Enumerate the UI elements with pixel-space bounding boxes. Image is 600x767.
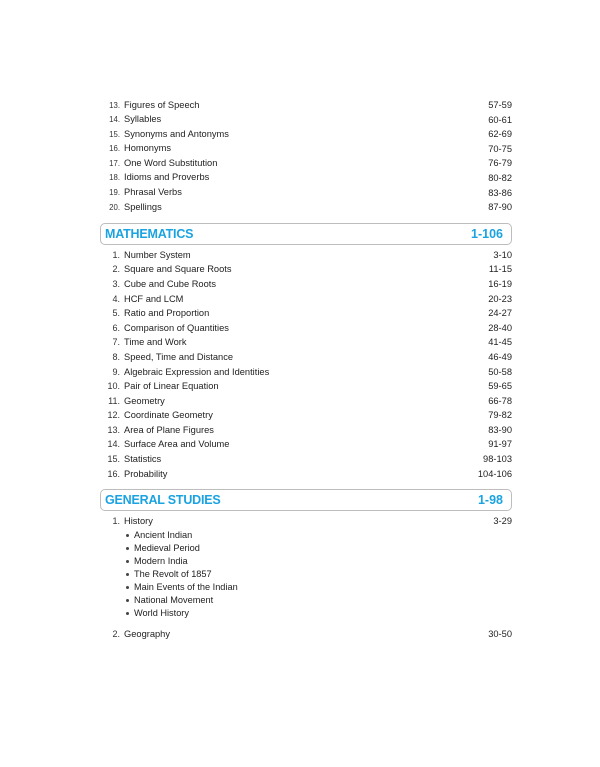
chapter-title: Coordinate Geometry [124, 410, 213, 421]
toc-row [100, 262, 512, 277]
chapter-pages: 76-79 [488, 158, 512, 169]
bullet-icon [126, 573, 129, 576]
toc-row [100, 113, 512, 128]
chapter-number: 10. [107, 381, 120, 392]
chapter-number: 17. [109, 158, 120, 168]
toc-row [100, 186, 512, 201]
section-title: GENERAL STUDIES [105, 493, 221, 508]
chapter-pages: 80-82 [488, 172, 512, 183]
subtopic-label: Main Events of the Indian [134, 581, 238, 592]
toc-row [100, 200, 512, 215]
chapter-number: 8. [112, 351, 120, 362]
toc-row [100, 171, 512, 186]
bullet-icon [126, 560, 129, 563]
chapter-number: 12. [107, 410, 120, 421]
table-of-contents [100, 98, 512, 641]
toc-row [100, 98, 512, 113]
chapter-pages: 3-29 [493, 516, 512, 527]
chapter-pages: 98-103 [483, 454, 512, 465]
toc-row [100, 277, 512, 292]
list-item [124, 529, 512, 542]
toc-row [100, 423, 512, 438]
chapter-number: 15. [109, 129, 120, 139]
toc-row [100, 365, 512, 380]
section-title: MATHEMATICS [105, 226, 194, 241]
chapter-number: 2. [112, 628, 120, 639]
history-subtopic-list [100, 529, 512, 620]
list-item [124, 581, 512, 594]
chapter-title: Statistics [124, 454, 162, 465]
chapter-number: 4. [112, 293, 120, 304]
chapter-number: 7. [112, 337, 120, 348]
chapter-title: Area of Plane Figures [124, 424, 214, 435]
chapter-pages: 91-97 [488, 439, 512, 450]
chapter-number: 1. [112, 516, 120, 527]
chapter-pages: 66-78 [488, 395, 512, 406]
chapter-number: 20. [109, 202, 120, 212]
subtopic-label: Medieval Period [134, 542, 200, 553]
chapter-title: One Word Substitution [124, 157, 218, 168]
subtopic-label: Modern India [134, 555, 188, 566]
chapter-pages: 11-15 [488, 264, 512, 275]
toc-row [100, 627, 512, 642]
chapter-number: 14. [107, 439, 120, 450]
chapter-number: 2. [112, 264, 120, 275]
chapter-number: 13. [109, 100, 120, 110]
chapter-pages: 79-82 [488, 410, 512, 421]
bullet-icon [126, 586, 129, 589]
chapter-title: Phrasal Verbs [124, 187, 182, 198]
chapter-title: Algebraic Expression and Identities [124, 366, 270, 377]
chapter-title: Comparison of Quantities [124, 322, 229, 333]
chapter-pages: 83-90 [488, 424, 512, 435]
chapter-title: Surface Area and Volume [124, 439, 230, 450]
list-item [124, 594, 512, 607]
chapter-title: Speed, Time and Distance [124, 351, 234, 362]
subtopic-label: World History [134, 607, 189, 618]
chapter-title: Ratio and Proportion [124, 308, 210, 319]
bullet-icon [126, 612, 129, 615]
chapter-pages: 46-49 [488, 351, 512, 362]
chapter-pages: 60-61 [488, 114, 512, 125]
bullet-icon [126, 547, 129, 550]
chapter-pages: 59-65 [488, 381, 512, 392]
chapter-title: Geometry [124, 395, 165, 406]
chapter-number: 5. [112, 308, 120, 319]
chapter-title: HCF and LCM [124, 293, 184, 304]
bullet-icon [126, 534, 129, 537]
english-chapter-list [100, 98, 512, 215]
chapter-pages: 3-10 [493, 249, 512, 260]
chapter-number: 15. [107, 454, 120, 465]
section-heading-mathematics [100, 223, 512, 245]
chapter-pages: 104-106 [477, 468, 512, 479]
list-item [124, 607, 512, 620]
chapter-title: History [124, 516, 153, 527]
toc-row [100, 379, 512, 394]
chapter-number: 1. [112, 249, 120, 260]
general-studies-chapter-list [100, 514, 512, 641]
mathematics-chapter-list [100, 248, 512, 482]
chapter-pages: 87-90 [488, 202, 512, 213]
chapter-number: 16. [109, 144, 120, 154]
chapter-number: 6. [112, 322, 120, 333]
toc-row [100, 292, 512, 307]
toc-row [100, 335, 512, 350]
chapter-title: Probability [124, 468, 168, 479]
chapter-title: Syllables [124, 114, 162, 125]
toc-row [100, 142, 512, 157]
list-item [124, 555, 512, 568]
chapter-number: 13. [107, 424, 120, 435]
chapter-pages: 28-40 [488, 322, 512, 333]
chapter-title: Figures of Speech [124, 99, 200, 110]
chapter-title: Synonyms and Antonyms [124, 128, 229, 139]
toc-row [100, 156, 512, 171]
chapter-number: 3. [112, 278, 120, 289]
chapter-number: 14. [109, 115, 120, 125]
chapter-pages: 16-19 [488, 278, 512, 289]
chapter-title: Cube and Cube Roots [124, 278, 216, 289]
toc-row [100, 394, 512, 409]
toc-row [100, 306, 512, 321]
toc-row [100, 514, 512, 529]
subtopic-label: National Movement [134, 594, 214, 605]
chapter-pages: 70-75 [488, 143, 512, 154]
chapter-number: 18. [109, 173, 120, 183]
chapter-title: Geography [124, 628, 170, 639]
chapter-number: 19. [109, 188, 120, 198]
chapter-pages: 57-59 [488, 100, 512, 110]
chapter-number: 11. [108, 395, 120, 406]
chapter-pages: 62-69 [488, 129, 512, 140]
subtopic-label: The Revolt of 1857 [134, 568, 212, 579]
chapter-pages: 83-86 [488, 187, 512, 198]
toc-row [100, 321, 512, 336]
section-page-range: 1-98 [477, 493, 503, 508]
chapter-title: Spellings [124, 201, 162, 212]
chapter-pages: 41-45 [488, 337, 512, 348]
chapter-pages: 50-58 [488, 366, 512, 377]
section-heading-general-studies [100, 489, 512, 511]
list-item [124, 568, 512, 581]
toc-row [100, 127, 512, 142]
toc-row [100, 467, 512, 482]
chapter-number: 16. [107, 468, 120, 479]
bullet-icon [126, 599, 129, 602]
chapter-title: Pair of Linear Equation [124, 381, 219, 392]
list-item [124, 542, 512, 555]
chapter-title: Time and Work [124, 337, 187, 348]
toc-row [100, 452, 512, 467]
chapter-title: Homonyms [124, 143, 172, 154]
chapter-pages: 30-50 [488, 628, 512, 639]
toc-row [100, 248, 512, 263]
chapter-title: Idioms and Proverbs [124, 172, 210, 183]
chapter-title: Number System [124, 249, 191, 260]
chapter-number: 9. [112, 366, 120, 377]
toc-row [100, 437, 512, 452]
toc-row [100, 350, 512, 365]
subtopic-label: Ancient Indian [134, 529, 193, 540]
chapter-pages: 20-23 [488, 293, 512, 304]
chapter-title: Square and Square Roots [124, 264, 232, 275]
section-page-range: 1-106 [471, 226, 503, 241]
toc-row [100, 408, 512, 423]
chapter-pages: 24-27 [488, 308, 512, 319]
